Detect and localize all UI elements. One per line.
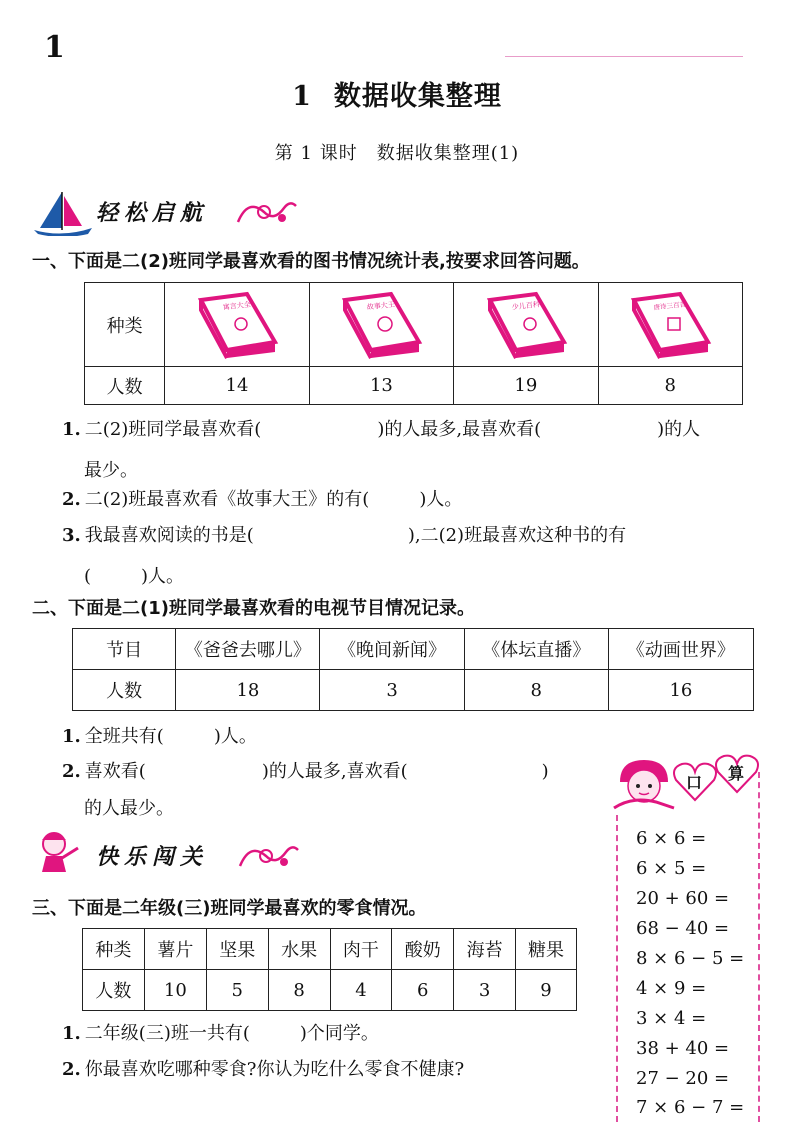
program-count-3: 8 xyxy=(464,670,608,711)
book-icon-fables xyxy=(191,290,283,360)
program-name-1: 《爸爸去哪儿》 xyxy=(176,629,320,670)
program-count-1: 18 xyxy=(176,670,320,711)
math-problem-3: 20 + 60 = xyxy=(636,888,730,909)
q2-sub2-text-b: )的人最多,喜欢看( xyxy=(261,761,408,782)
snack-count-5: 6 xyxy=(392,970,454,1011)
book-count-4: 8 xyxy=(598,367,742,405)
kid-mascot-icon xyxy=(32,828,82,880)
program-count-4: 16 xyxy=(608,670,753,711)
swirl-decoration-icon xyxy=(234,194,298,234)
math-problem-7: 3 × 4 = xyxy=(636,1008,707,1029)
snack-name-7: 糖果 xyxy=(516,929,577,970)
q2-sub2-text-a: 喜欢看( xyxy=(84,761,146,782)
snack-name-6: 海苔 xyxy=(454,929,516,970)
banner-title-1: 轻松启航 xyxy=(96,201,209,226)
q1-sub3-continued xyxy=(84,562,184,588)
snack-count-2: 5 xyxy=(206,970,268,1011)
book-cell-1 xyxy=(165,283,309,367)
sidebar-border-right xyxy=(758,772,760,1122)
math-problem-6: 4 × 9 = xyxy=(636,978,707,999)
snack-name-1: 薯片 xyxy=(144,929,206,970)
q1-sub2-text-b: )人。 xyxy=(419,489,463,510)
math-problem-5: 8 × 6 − 5 = xyxy=(636,948,745,969)
snack-count-3: 8 xyxy=(268,970,330,1011)
tv-table-count-label: 人数 xyxy=(73,670,176,711)
tv-program-table xyxy=(72,628,754,711)
section-banner-1 xyxy=(32,188,292,236)
book-cell-3 xyxy=(454,283,598,367)
q2-sub2 xyxy=(62,754,549,790)
book-cell-4 xyxy=(598,283,742,367)
snack-name-5: 酸奶 xyxy=(392,929,454,970)
heart-badge-1 xyxy=(672,760,718,806)
math-problem-9: 27 − 20 = xyxy=(636,1068,730,1089)
program-name-4: 《动画世界》 xyxy=(608,629,753,670)
program-name-2: 《晚间新闻》 xyxy=(320,629,464,670)
unit-title-text: 数据收集整理 xyxy=(333,81,502,112)
q1-sub3-text-c: ( xyxy=(84,566,92,587)
q3-sub2-number: 2. xyxy=(62,1059,81,1080)
unit-number: 1 xyxy=(292,81,312,112)
q1-sub3-number: 3. xyxy=(62,525,81,546)
q1-sub1-text-c: )的人 xyxy=(657,419,701,440)
program-name-3: 《体坛直播》 xyxy=(464,629,608,670)
math-problem-2: 6 × 5 = xyxy=(636,858,707,879)
q1-sub1-continued: 最少。 xyxy=(84,460,138,481)
book-cell-2 xyxy=(309,283,453,367)
snack-table-type-label: 种类 xyxy=(83,929,145,970)
lesson-title: 第 1 课时 数据收集整理(1) xyxy=(274,143,520,164)
math-problem-4: 68 − 40 = xyxy=(636,918,730,939)
book-table xyxy=(84,282,743,405)
book-icon-encyclopedia xyxy=(480,290,572,360)
q2-sub1 xyxy=(62,719,257,755)
math-problem-1: 6 × 6 = xyxy=(636,828,707,849)
section-banner-2 xyxy=(32,828,292,876)
q1-sub3-text-a: 我最喜欢阅读的书是( xyxy=(84,525,254,546)
q2-sub1-text-a: 全班共有( xyxy=(84,726,164,747)
question-2-heading: 二、下面是二(1)班同学最喜欢看的电视节目情况记录。 xyxy=(32,598,475,619)
swirl-decoration-icon xyxy=(236,838,300,878)
book-count-3: 19 xyxy=(454,367,598,405)
q3-sub2-text: 你最喜欢吃哪种零食?你认为吃什么零食不健康? xyxy=(84,1059,465,1080)
snack-table-count-label: 人数 xyxy=(83,970,145,1011)
snack-name-4: 肉干 xyxy=(330,929,392,970)
q1-sub1 xyxy=(62,412,700,448)
girl-mascot-icon xyxy=(612,756,678,816)
q3-sub1-text-b: )个同学。 xyxy=(299,1023,379,1044)
book-title-3: 少儿百科 xyxy=(511,300,540,311)
q1-sub3 xyxy=(62,518,626,554)
snack-table xyxy=(82,928,577,1011)
book-table-count-label: 人数 xyxy=(85,367,165,405)
snack-name-2: 坚果 xyxy=(206,929,268,970)
q1-sub1-number: 1. xyxy=(62,419,81,440)
q1-sub2 xyxy=(62,482,462,518)
header-rule xyxy=(505,56,743,57)
sailboat-icon xyxy=(32,188,94,236)
snack-name-3: 水果 xyxy=(268,929,330,970)
book-count-1: 14 xyxy=(165,367,309,405)
q1-sub2-number: 2. xyxy=(62,489,81,510)
q2-sub2-number: 2. xyxy=(62,761,81,782)
q3-sub2 xyxy=(62,1052,464,1088)
q2-sub2-text-c: ) xyxy=(541,761,549,782)
snack-count-7: 9 xyxy=(516,970,577,1011)
q1-sub3-text-b: ),二(2)班最喜欢这种书的有 xyxy=(407,525,627,546)
snack-count-1: 10 xyxy=(144,970,206,1011)
heart-label-2: 算 xyxy=(728,764,745,783)
sidebar-border-left xyxy=(616,815,618,1122)
q1-sub2-text-a: 二(2)班最喜欢看《故事大王》的有( xyxy=(84,489,370,510)
book-title-4: 唐诗三百首 xyxy=(653,299,687,312)
banner-title-2: 快乐闯关 xyxy=(96,845,209,870)
book-icon-tang-poems xyxy=(624,290,716,360)
q2-sub2-continued: 的人最少。 xyxy=(84,798,174,819)
q2-sub1-text-b: )人。 xyxy=(213,726,257,747)
q3-sub1-number: 1. xyxy=(62,1023,81,1044)
question-3-heading: 三、下面是二年级(三)班同学最喜欢的零食情况。 xyxy=(32,898,427,919)
heart-badge-2 xyxy=(714,752,760,798)
question-1-heading: 一、下面是二(2)班同学最喜欢看的图书情况统计表,按要求回答问题。 xyxy=(32,251,590,272)
tv-table-program-label: 节目 xyxy=(73,629,176,670)
snack-count-6: 3 xyxy=(454,970,516,1011)
snack-count-4: 4 xyxy=(330,970,392,1011)
q1-sub3-text-d: )人。 xyxy=(141,566,185,587)
q1-sub1-text-b: )的人最多,最喜欢看( xyxy=(377,419,542,440)
program-count-2: 3 xyxy=(320,670,464,711)
page-number: 1 xyxy=(44,30,65,65)
math-problem-10: 7 × 6 − 7 = xyxy=(636,1097,745,1118)
q3-sub1 xyxy=(62,1016,379,1052)
q2-sub1-number: 1. xyxy=(62,726,81,747)
book-icon-stories xyxy=(335,290,427,360)
heart-label-1: 口 xyxy=(686,773,703,792)
book-title-2: 故事大王 xyxy=(366,300,396,311)
q1-sub1-text-a: 二(2)班同学最喜欢看( xyxy=(84,419,262,440)
book-table-type-label: 种类 xyxy=(85,283,165,367)
math-problem-8: 38 + 40 = xyxy=(636,1038,730,1059)
book-title-1: 寓言大全 xyxy=(222,300,252,311)
unit-title xyxy=(0,74,794,113)
q3-sub1-text-a: 二年级(三)班一共有( xyxy=(84,1023,250,1044)
book-count-2: 13 xyxy=(309,367,453,405)
